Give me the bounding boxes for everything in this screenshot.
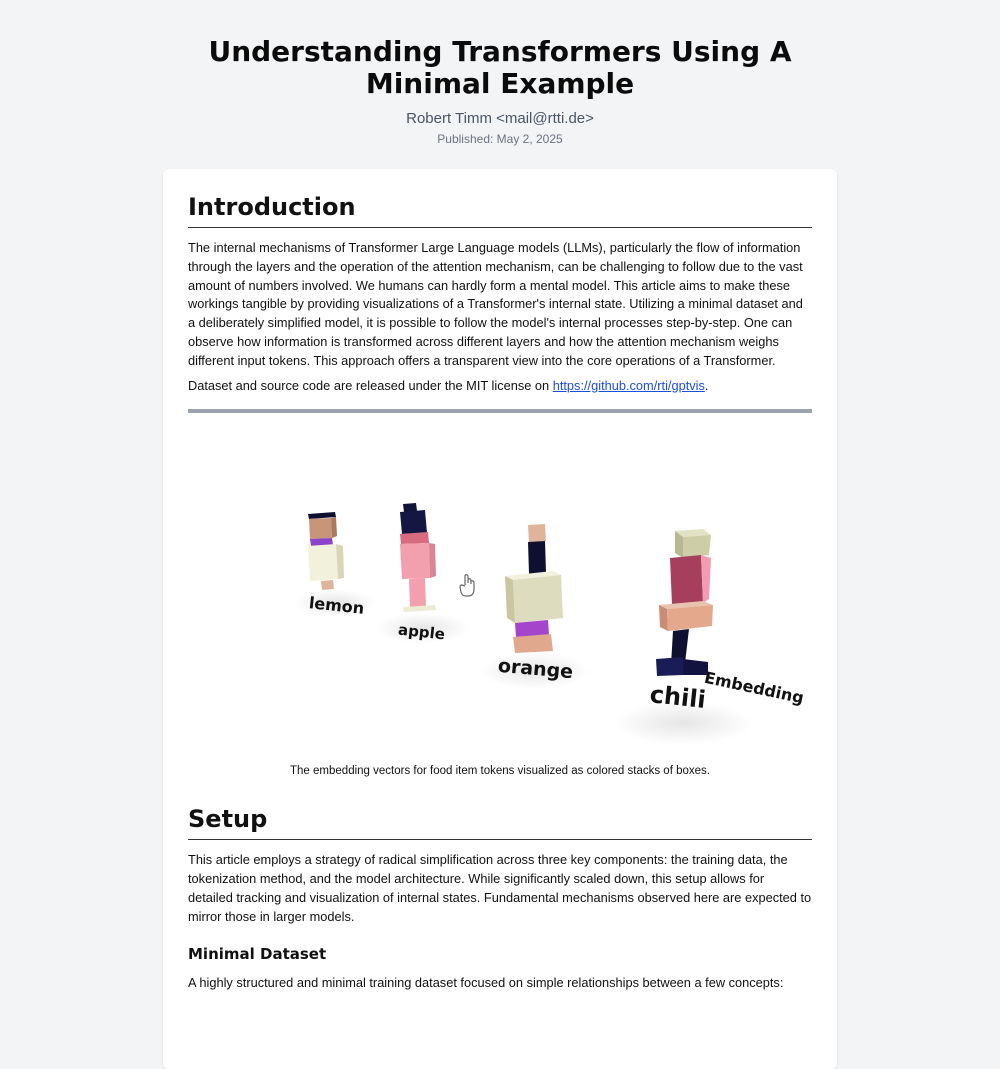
page-header: [0, 0, 1000, 146]
orange-stack[interactable]: [505, 524, 563, 653]
embedding-visualization[interactable]: [163, 413, 837, 753]
minimal-dataset-heading: Minimal Dataset: [188, 944, 327, 963]
chili-label: chili: [648, 680, 708, 715]
introduction-paragraph: The internal mechanisms of Transformer Large Language models (LLMs), particularly the flow of information through the layers and the operation of the attention mechanism, can be challenging to follow due to the vast amount of numbers involved. We humans can hardly form a mental model. This article aims to make these workings tangible by providing visualizations of a Transformer's internal state. Utilizing a minimal dataset and a deliberately simplified model, it is possible to follow the model's internal processes step-by-step. One can observe how information is transformed across different layers and how the attention mechanism weighs different input tokens. This approach offers a transparent view into the core operations of a Transformer.: [188, 240, 803, 368]
apple-stack[interactable]: [400, 503, 436, 612]
introduction-heading: Introduction: [188, 169, 812, 228]
github-link[interactable]: https://github.com/rti/gptvis: [552, 377, 705, 393]
published-date: Published: May 2, 2025: [437, 132, 563, 146]
apple-label: apple: [397, 620, 446, 644]
lemon-label: lemon: [308, 593, 366, 619]
lemon-stack[interactable]: [308, 512, 344, 590]
minimal-dataset-paragraph: A highly structured and minimal training dataset focused on simple relationships between a few concepts:: [188, 974, 784, 990]
orange-label: orange: [497, 655, 574, 684]
author-line: Robert Timm <mail@rtti.de>: [406, 110, 594, 127]
article-card: [163, 169, 837, 1069]
license-suffix: .: [704, 377, 709, 393]
embedding-label: Embedding: [702, 668, 806, 708]
hand-pointer-icon[interactable]: [460, 575, 474, 596]
chili-stack[interactable]: [656, 529, 713, 676]
license-paragraph: [188, 377, 812, 396]
license-prefix: Dataset and source code are released under the MIT license on: [188, 377, 553, 393]
figure-caption: The embedding vectors for food item tokens visualized as colored stacks of boxes.: [290, 765, 710, 778]
embedding-figure[interactable]: [188, 413, 812, 753]
page-title: Understanding Transformers Using A Minimal Example: [208, 35, 792, 100]
setup-heading: Setup: [188, 805, 812, 840]
setup-paragraph: This article employs a strategy of radical simplification across three key components: the training data, the tokenization method, and the model architecture. While significantly scaled down, this setup allows for detailed tracking and visualization of internal states. Fundamental mechanisms observed here are expected to mirror those in larger models.: [188, 852, 812, 924]
